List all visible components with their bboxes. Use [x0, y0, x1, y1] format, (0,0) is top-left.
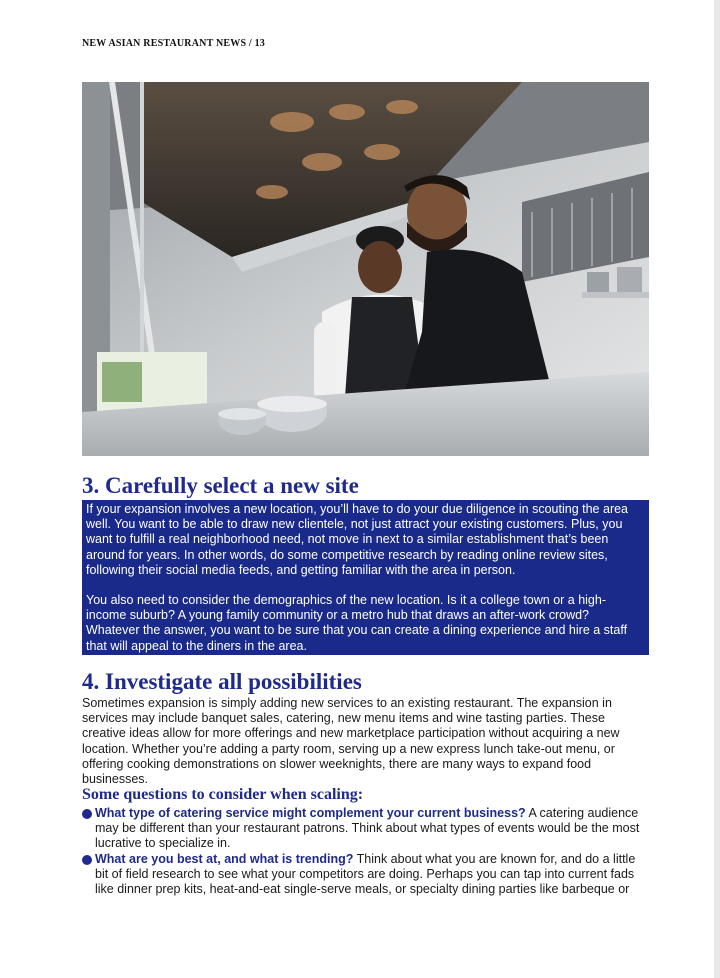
site-paragraph-2: You also need to consider the demographics of the new location. Is it a college town or a high-income suburb? A young family community or a metro hub that draws an after-work crowd? Whatever the answer, you want to be sure that you can create a dining experience and hire a staff that will appeal to the diners in the area. [86, 593, 628, 653]
bullet-icon [82, 809, 92, 819]
page-edge [714, 0, 720, 978]
question-text: Think about what you are known for, and do a little bit of field research to see what your competitors are doing. Perhaps you can tap into current fads like dinner prep kits, heat-and-eat single-serve meals, or specialty dining parties like barbeque or [95, 851, 636, 897]
site-callout-box [82, 500, 649, 655]
question-lead: What type of catering service might complement your current business? [95, 806, 526, 820]
list-item [82, 806, 644, 852]
section-4-heading: 4. Investigate all possibilities [82, 669, 362, 694]
running-head: NEW ASIAN RESTAURANT NEWS / 13 [82, 38, 265, 49]
bullet-icon [82, 855, 92, 865]
site-paragraph-1: If your expansion involves a new location, you’ll have to do your due diligence in scouting the area well. You want to be able to draw new clientele, not just attract your existing customers. Plus, you want to fulfill a real neighborhood need, not move in next to a similar establishment that’s been around for years. In other words, do some competitive research by reading online review sites, following their social media feeds, and getting familiar with the area in person. [86, 502, 629, 577]
investigate-paragraph: Sometimes expansion is simply adding new services to an existing restaurant. The expansion in services may include banquet sales, catering, new menu items and wine tasting parties. These creative ideas allow for more offerings and new marketplace participation without acquiring a new location. Whether you’re adding a party room, serving up a new express lunch take-out menu, or offering cooking demonstrations on slower weeknights, there are many ways to expand food businesses. [82, 696, 620, 787]
scaling-questions-subheading: Some questions to consider when scaling: [82, 786, 364, 803]
section-3-heading: 3. Carefully select a new site [82, 473, 359, 498]
kitchen-photo [82, 82, 649, 456]
question-lead: What are you best at, and what is trending? [95, 851, 354, 866]
list-item [82, 852, 644, 898]
question-text: A catering audience may be different than your restaurant patrons. Think about what types of events would be the most lucrative to specialize in. [95, 806, 640, 851]
scaling-questions-list [82, 806, 644, 897]
